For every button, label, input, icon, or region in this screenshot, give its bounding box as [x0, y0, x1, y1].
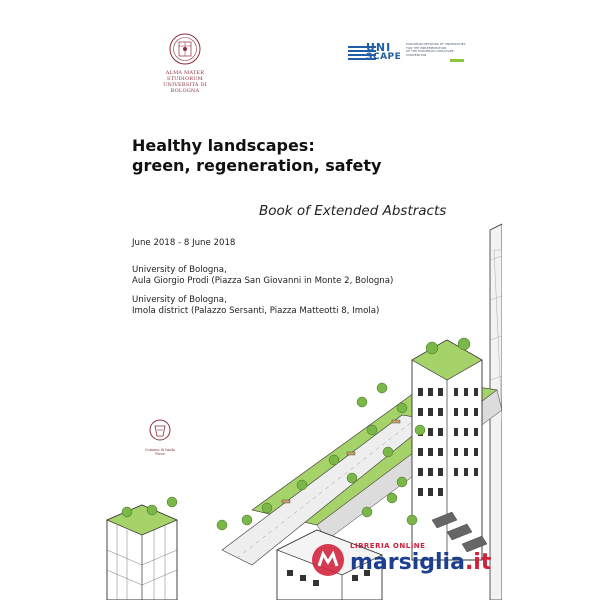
title-line-2: green, regeneration, safety — [132, 156, 382, 175]
watermark-tagline: LIBRERIA ONLINE — [350, 542, 426, 550]
bench — [282, 500, 290, 503]
uniscape-small-4: CONVENTION — [406, 52, 427, 57]
venue-1-line-1: University of Bologna, — [132, 265, 227, 275]
bench — [392, 420, 400, 423]
book-cover — [102, 20, 502, 600]
seal-line-2: UNIVERSITÀ DI BOLOGNA — [163, 82, 207, 94]
watermark-suffix: .it — [464, 550, 492, 575]
uniscape-small-2: FOR THE IMPLEMENTATION — [406, 45, 447, 50]
venue-1-line-2: Aula Giorgio Prodi (Piazza San Giovanni in Monte 2, Bologna) — [132, 275, 394, 286]
seal-icon — [154, 32, 216, 66]
watermark — [310, 540, 540, 584]
glass-building — [107, 505, 177, 600]
venue-2-line-1: University of Bologna, — [132, 295, 227, 305]
cover-title — [132, 136, 472, 176]
uniscape-small-3: OF THE EUROPEAN LANDSCAPE — [406, 49, 454, 54]
bench — [347, 452, 355, 455]
uniscape-bottom: SCAPE — [366, 52, 402, 62]
event-dates: June 2018 - 8 June 2018 — [132, 238, 236, 248]
watermark-logo-icon — [310, 542, 346, 578]
imola-logo — [140, 418, 180, 456]
watermark-brand: marsiglia — [350, 550, 465, 575]
imola-logo-label: Comune di Imola Pieve — [144, 448, 176, 456]
uniscape-top: UNI — [366, 41, 392, 54]
uniscape-logo — [348, 42, 468, 66]
cover-subtitle: Book of Extended Abstracts — [259, 203, 447, 219]
university-seal-logo — [154, 32, 216, 94]
uniscape-small-1: EUROPEAN NETWORK OF UNIVERSITIES — [406, 42, 466, 46]
title-line-1: Healthy landscapes: — [132, 136, 315, 155]
imola-crest-icon — [148, 418, 172, 444]
uniscape-color-bar — [450, 59, 464, 62]
seal-line-1: ALMA MATER STUDIORUM — [165, 70, 205, 82]
tall-building — [412, 340, 482, 560]
venue-2-line-2: Imola district (Palazzo Sersanti, Piazza Matteotti 8, Imola) — [132, 305, 380, 316]
